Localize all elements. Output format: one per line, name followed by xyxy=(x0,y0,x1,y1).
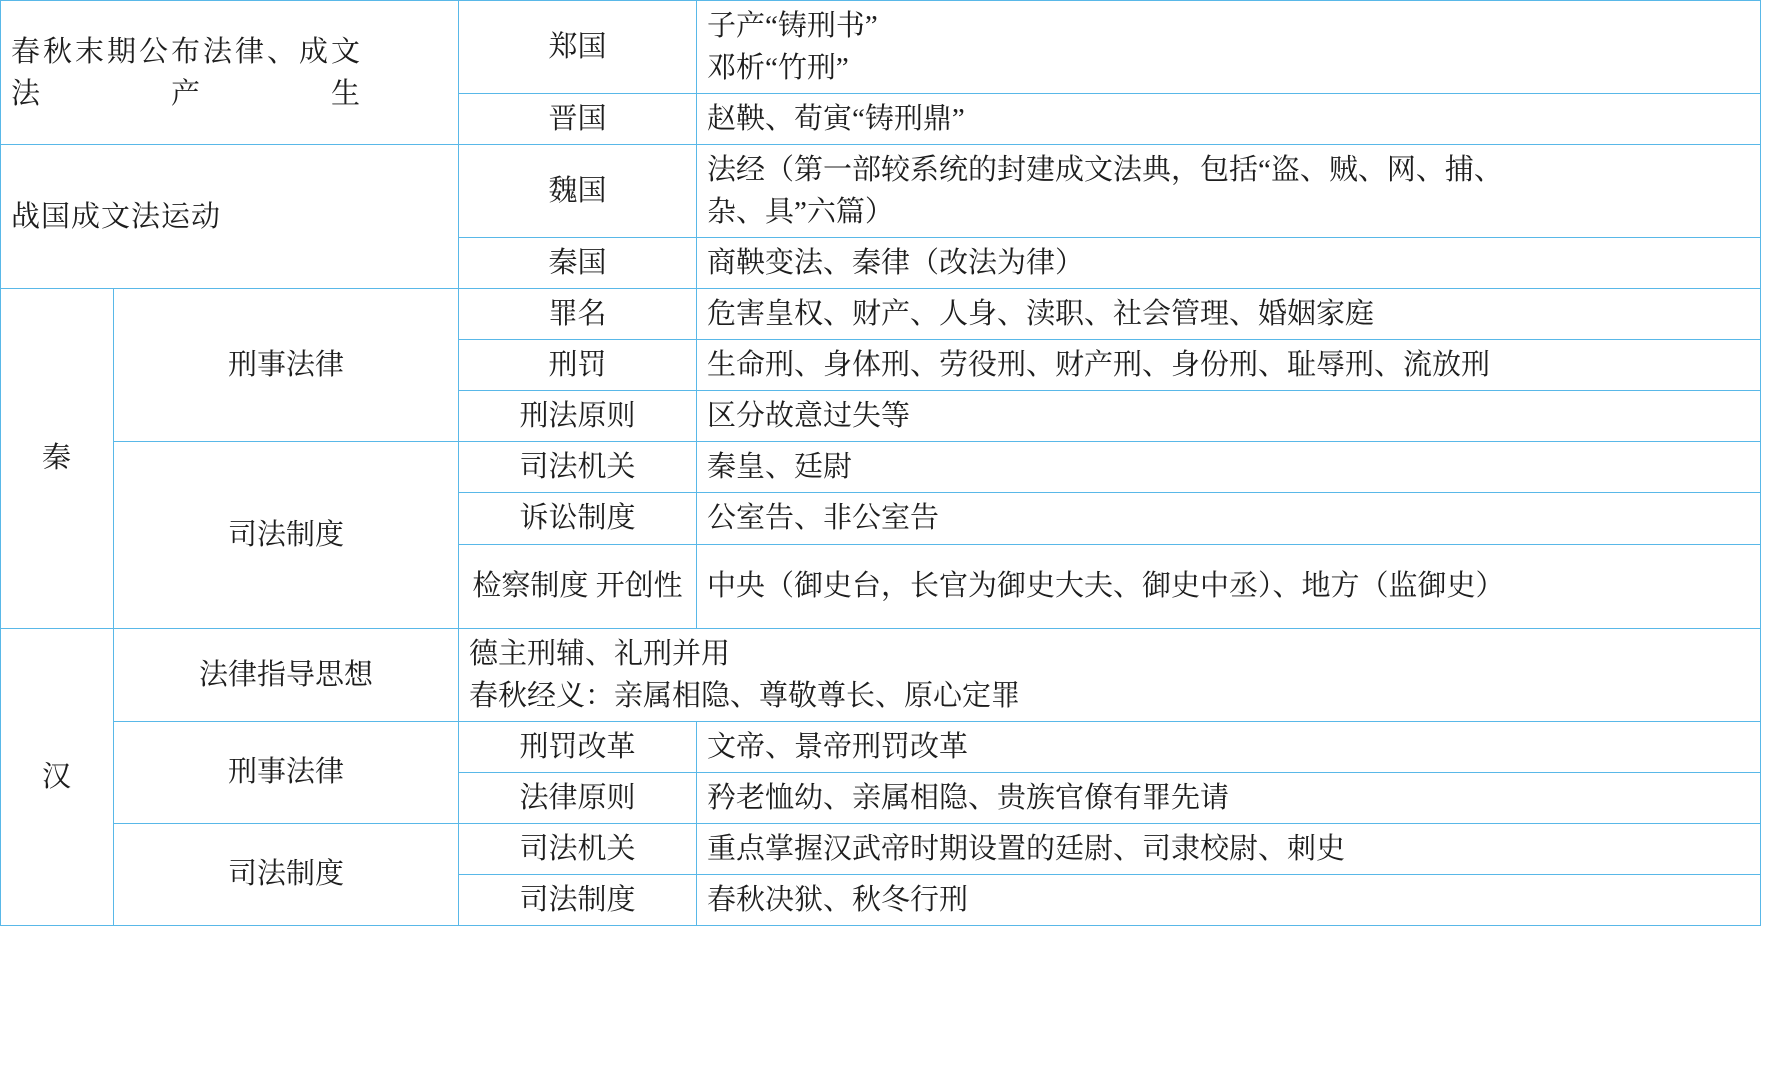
weiguo-line-1: 法经（第一部较系统的封建成文法典，包括“盗、贼、网、捕、 xyxy=(707,154,1503,187)
zhengguo-line-1: 子产“铸刑书” xyxy=(707,10,878,42)
han-judicial-system-content: 春秋决狱、秋冬行刑 xyxy=(697,874,1761,925)
qin-crime-names-content: 危害皇权、财产、人身、渎职、社会管理、婚姻家庭 xyxy=(697,289,1761,340)
qin-crime-names-label: 罪名 xyxy=(459,289,697,340)
qin-procuratorial-content: 中央（御史台，长官为御史大夫、御史中丞）、地方（监御史） xyxy=(697,544,1761,628)
han-judicial-organ-content: 重点掌握汉武帝时期设置的廷尉、司隶校尉、刺史 xyxy=(697,823,1761,874)
han-judicial-system-label: 司法制度 xyxy=(459,874,697,925)
state-jinguo: 晋国 xyxy=(459,94,697,145)
qin-group-judicial-system: 司法制度 xyxy=(114,442,459,628)
qin-judicial-organ-content: 秦皇、廷尉 xyxy=(697,442,1761,493)
qin-group-criminal-law: 刑事法律 xyxy=(114,289,459,442)
han-guiding-thought-label: 法律指导思想 xyxy=(114,628,459,721)
state-zhengguo: 郑国 xyxy=(459,1,697,94)
qin-litigation-content: 公室告、非公室告 xyxy=(697,493,1761,544)
qin-judicial-organ-label: 司法机关 xyxy=(459,442,697,493)
state-qinguo: 秦国 xyxy=(459,238,697,289)
category-zhanguo: 战国成文法运动 xyxy=(1,145,459,289)
han-legal-principle-content: 矜老恤幼、亲属相隐、贵族官僚有罪先请 xyxy=(697,772,1761,823)
han-punishment-reform-content: 文帝、景帝刑罚改革 xyxy=(697,721,1761,772)
state-weiguo: 魏国 xyxy=(459,145,697,238)
category-han: 汉 xyxy=(1,628,114,925)
qin-principle-content: 区分故意过失等 xyxy=(697,391,1761,442)
zhengguo-content xyxy=(697,1,1761,94)
qin-principle-label: 刑法原则 xyxy=(459,391,697,442)
table-row xyxy=(1,145,1761,238)
qin-procuratorial-label-line-1: 检察制度 xyxy=(472,569,589,602)
table-row xyxy=(1,442,1761,493)
qin-procuratorial-label xyxy=(459,544,697,628)
qin-litigation-label: 诉讼制度 xyxy=(459,493,697,544)
han-thought-line-2: 春秋经义：亲属相隐、尊敬尊长、原心定罪 xyxy=(469,679,1021,712)
han-group-judicial-system: 司法制度 xyxy=(114,823,459,925)
category-chunqiu: 春秋末期公布法律、成文法产生 xyxy=(1,1,459,145)
zhengguo-line-2: 邓析“竹刑” xyxy=(707,52,849,85)
table-row xyxy=(1,289,1761,340)
han-guiding-thought-content xyxy=(459,628,1761,721)
han-judicial-organ-label: 司法机关 xyxy=(459,823,697,874)
han-punishment-reform-label: 刑罚改革 xyxy=(459,721,697,772)
han-group-criminal-law: 刑事法律 xyxy=(114,721,459,823)
category-qin: 秦 xyxy=(1,289,114,628)
table-row xyxy=(1,628,1761,721)
table-row xyxy=(1,1,1761,94)
jinguo-content: 赵鞅、荀寅“铸刑鼎” xyxy=(697,94,1761,145)
weiguo-line-2: 杂、具”六篇） xyxy=(707,196,894,229)
table-row xyxy=(1,721,1761,772)
qin-punishment-label: 刑罚 xyxy=(459,340,697,391)
table-row xyxy=(1,823,1761,874)
qin-punishment-content: 生命刑、身体刑、劳役刑、财产刑、身份刑、耻辱刑、流放刑 xyxy=(697,340,1761,391)
han-thought-line-1: 德主刑辅、礼刑并用 xyxy=(469,637,731,670)
han-legal-principle-label: 法律原则 xyxy=(459,772,697,823)
qinguo-content: 商鞅变法、秦律（改法为律） xyxy=(697,238,1761,289)
weiguo-content xyxy=(697,145,1761,238)
qin-procuratorial-label-line-2: 开创性 xyxy=(595,569,683,602)
